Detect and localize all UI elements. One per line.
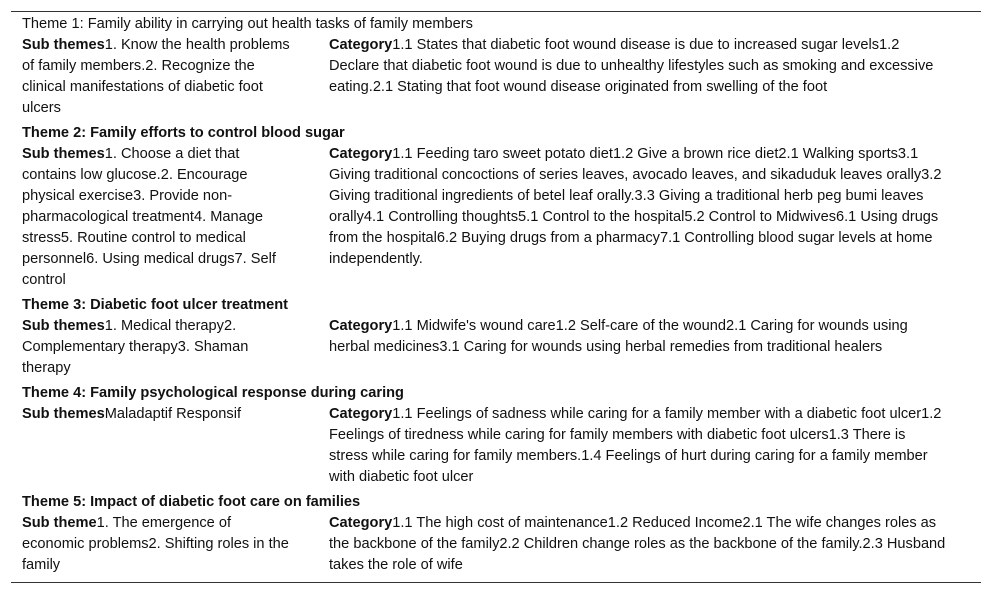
category-text: 1.1 The high cost of maintenance1.2 Reduced Income2.1 The wife changes roles as the backbone of the family2.2 Children change roles as the backbone of the family.2.3 Husband takes the role of wife xyxy=(329,515,946,573)
category-label: Category xyxy=(329,318,393,334)
subthemes-label: Sub theme xyxy=(22,515,97,531)
subthemes-text: Maladaptif Responsif xyxy=(104,406,242,422)
theme-5-title: Theme 5: Impact of diabetic foot care on families xyxy=(22,494,361,510)
theme-3-subthemes xyxy=(11,316,292,379)
category-text: 1.1 Midwife's wound care1.2 Self-care of the wound2.1 Caring for wounds using herbal medicines3.1 Caring for wounds using herbal remedies from traditional healers xyxy=(329,318,908,355)
theme-4-categories xyxy=(329,404,947,488)
theme-1-categories xyxy=(329,35,947,119)
theme-1-subthemes xyxy=(11,35,292,119)
category-label: Category xyxy=(329,37,393,53)
theme-5-categories xyxy=(329,513,947,576)
category-text: 1.1 Feeding taro sweet potato diet1.2 Give a brown rice diet2.1 Walking sports3.1 Giving traditional concoctions of series leaves, avocado leaves, and sikaduduk leaves orally3.2 Giving traditional ingredients of betel leaf orally.3.3 Giving a traditional herb peg bumi leaves orally4.1 Controlling thoughts5.1 Control to the hospital5.2 Control to Midwives6.1 Using drugs from the hospital6.2 Buying drugs from a pharmacy7.1 Controlling blood sugar levels at home independently. xyxy=(329,146,942,267)
theme-3-title: Theme 3: Diabetic foot ulcer treatment xyxy=(22,297,288,313)
subthemes-label: Sub themes xyxy=(22,37,105,53)
category-label: Category xyxy=(329,146,393,162)
subthemes-label: Sub themes xyxy=(22,146,105,162)
theme-4-title: Theme 4: Family psychological response during caring xyxy=(22,385,404,401)
theme-1-row xyxy=(11,35,981,121)
theme-5-subthemes xyxy=(11,513,292,576)
category-text: 1.1 Feelings of sadness while caring for a family member with a diabetic foot ulcer1.2 Feelings of tiredness while caring for family members with diabetic foot ulcers1.3 There is stress while caring for family members.1.4 Feelings of hurt during caring for a family member with diabetic foot ulcer xyxy=(329,406,942,485)
subthemes-text: 1. Choose a diet that contains low glucose.2. Encourage physical exercise3. Provide non-pharmacological treatment4. Manage stress5. Routine control to medical personnel6. Using medical drugs7. Self control xyxy=(22,146,276,288)
subthemes-label: Sub themes xyxy=(22,318,105,334)
themes-table xyxy=(11,11,981,583)
theme-4-row xyxy=(11,404,981,490)
theme-2-categories xyxy=(329,144,947,291)
theme-4-subthemes xyxy=(11,404,292,488)
theme-2-row xyxy=(11,144,981,293)
theme-5-row xyxy=(11,513,981,578)
subthemes-label: Sub themes xyxy=(22,406,105,422)
category-label: Category xyxy=(329,406,393,422)
theme-2-subthemes xyxy=(11,144,292,291)
theme-3-row xyxy=(11,316,981,381)
theme-3-categories xyxy=(329,316,947,379)
subthemes-text: 1. Know the health problems of family members.2. Recognize the clinical manifestations of diabetic foot ulcers xyxy=(22,37,290,116)
category-text: 1.1 States that diabetic foot wound disease is due to increased sugar levels1.2 Declare that diabetic foot wound is due to unhealthy lifestyles such as smoking and excessive eating.2.1 Stating that foot wound disease originated from swelling of the foot xyxy=(329,37,934,95)
subthemes-text: 1. Medical therapy2. Complementary therapy3. Shaman therapy xyxy=(22,318,249,376)
theme-1-title: Theme 1: Family ability in carrying out health tasks of family members xyxy=(22,16,473,32)
category-label: Category xyxy=(329,515,393,531)
theme-2-title: Theme 2: Family efforts to control blood sugar xyxy=(22,125,345,141)
subthemes-text: 1. The emergence of economic problems2. Shifting roles in the family xyxy=(22,515,289,573)
